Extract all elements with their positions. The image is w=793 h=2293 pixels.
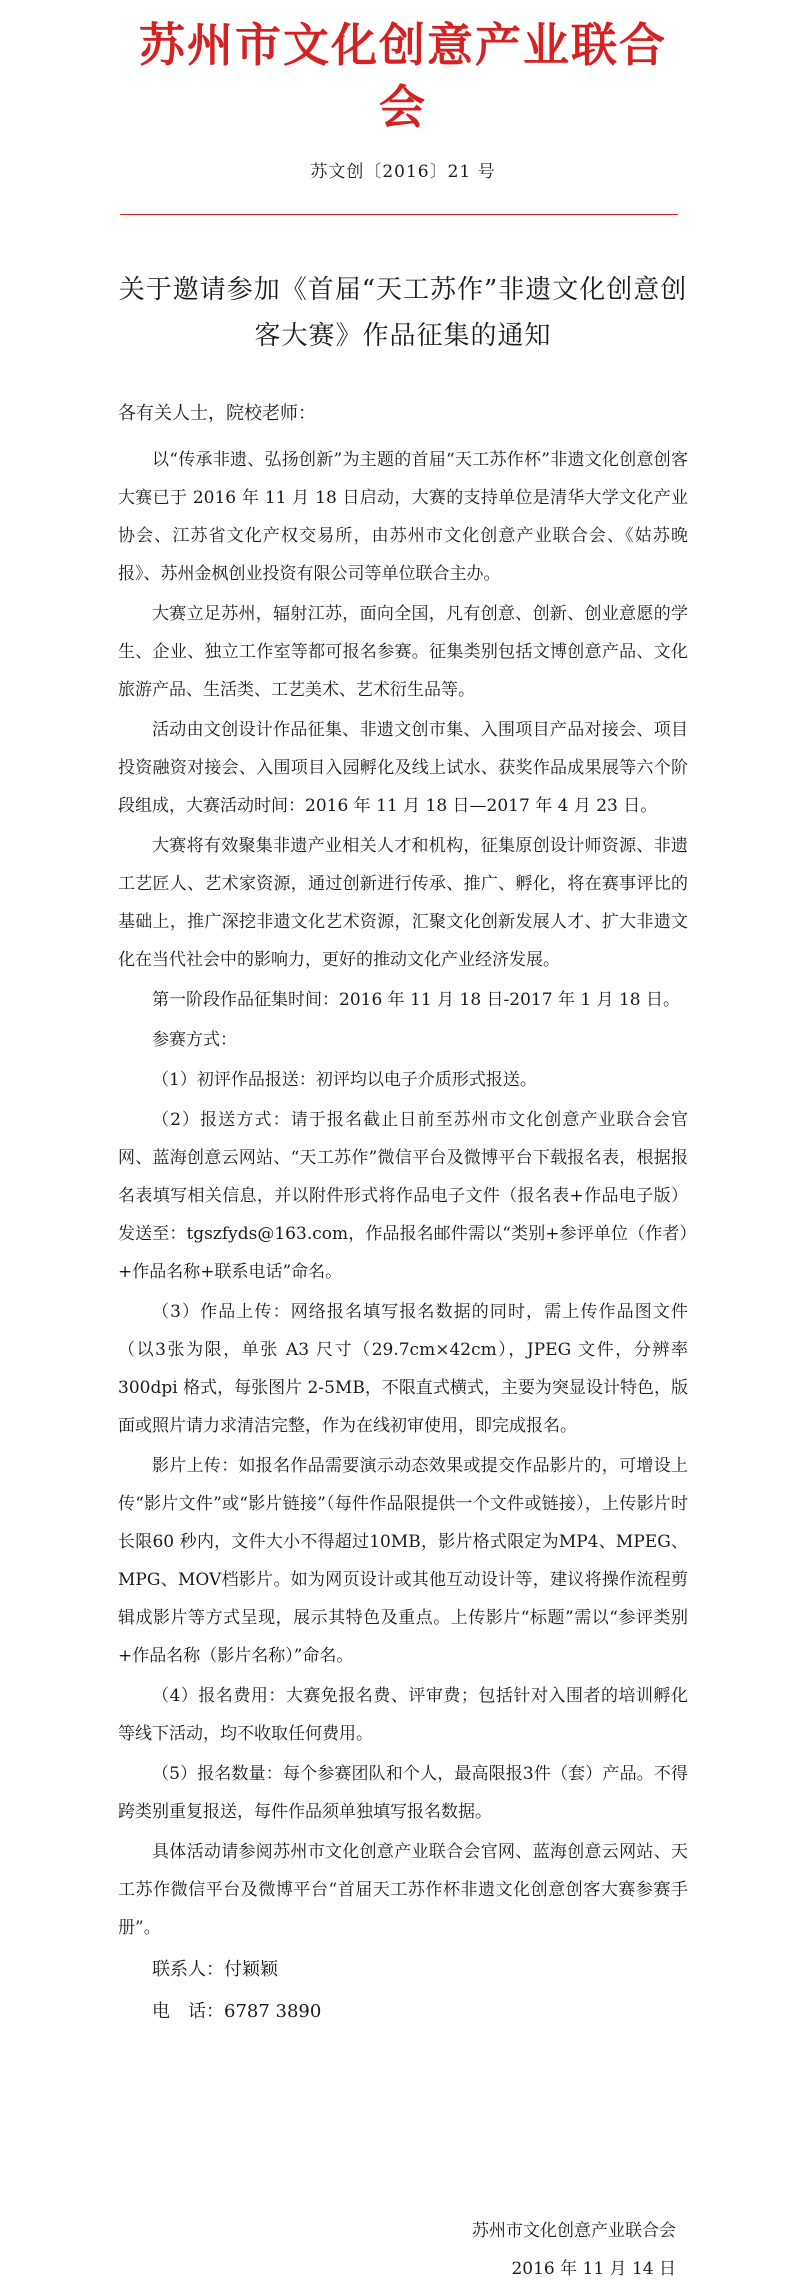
paragraph-step-2: （2）报送方式：请于报名截止日前至苏州市文化创意产业联合会官网、蓝海创意云网站、“天工苏作”微信平台及微博平台下载报名表，根据报名表填写相关信息，并以附件形式将作品电子文件（报名表+作品电子版）发送至：tgszfyds@163.com，作品报名邮件需以“类别+参评单位（作者）+作品名称+联系电话”命名。: [118, 1110, 688, 1282]
contact-person-name: 付颖颖: [224, 1959, 278, 1980]
paragraph-step-1: （1）初评作品报送：初评均以电子介质形式报送。: [152, 1070, 537, 1090]
org-title: 苏州市文化创意产业联合会: [139, 18, 667, 134]
contact-phone-line: [118, 1993, 688, 2031]
contact-person-line: [118, 1951, 688, 1989]
paragraph-step-5: （5）报名数量：每个参赛团队和个人，最高限报3件（套）产品。不得跨类别重复报送，每件作品须单独填写报名数据。: [118, 1764, 688, 1822]
paragraph-eligibility: 大赛立足苏州，辐射江苏，面向全国，凡有创意、创新、创业意愿的学生、企业、独立工作室等都可报名参赛。征集类别包括文博创意产品、文化旅游产品、生活类、工艺美术、艺术衍生品等。: [118, 604, 688, 700]
document-number: 苏文创〔2016〕21 号: [310, 162, 496, 182]
paragraph-step-3: （3）作品上传：网络报名填写报名数据的同时，需上传作品图文件（以3张为限，单张 A3 尺寸（29.7cm×42cm），JPEG 文件，分辨率 300dpi 格式，每张图片 2-5MB，不限直式横式，主要为突显设计特色，版面或照片请力求清洁完整，作为在线初审使用，即完成报名。: [118, 1302, 688, 1436]
contact-phone-number: 6787 3890: [224, 2001, 322, 2022]
contact-phone-label: 电 话：: [152, 2001, 224, 2022]
paragraph-more-info: 具体活动请参阅苏州市文化创意产业联合会官网、蓝海创意云网站、天工苏作微信平台及微博平台“首届天工苏作杯非遗文化创意创客大赛参赛手册”。: [118, 1842, 688, 1938]
contact-person-label: 联系人：: [152, 1959, 224, 1980]
paragraph-stages: 活动由文创设计作品征集、非遗文创市集、入围项目产品对接会、项目投资融资对接会、入围项目入园孵化及线上试水、获奖作品成果展等六个阶段组成，大赛活动时间：2016 年 11 月 18 日—2017 年 4 月 23 日。: [118, 720, 688, 816]
paragraph-step-4: （4）报名费用：大赛免报名费、评审费；包括针对入围者的培训孵化等线下活动，均不收取任何费用。: [118, 1686, 688, 1744]
paragraph-phase-one: 第一阶段作品征集时间：2016 年 11 月 18 日-2017 年 1 月 18 日。: [152, 990, 681, 1010]
signature-org: 苏州市文化创意产业联合会: [472, 2221, 676, 2241]
paragraph-purpose: 大赛将有效聚集非遗产业相关人才和机构，征集原创设计师资源、非遗工艺匠人、艺术家资源，通过创新进行传承、推广、孵化，将在赛事评比的基础上，推广深挖非遗文化艺术资源，汇聚文化创新发展人才、扩大非遗文化在当代社会中的影响力，更好的推动文化产业经济发展。: [118, 836, 688, 970]
paragraph-intro: 以“传承非遗、弘扬创新”为主题的首届“天工苏作杯”非遗文化创意创客大赛已于 2016 年 11 月 18 日启动，大赛的支持单位是清华大学文化产业协会、江苏省文化产权交易所，由苏州市文化创意产业联合会、《姑苏晚报》、苏州金枫创业投资有限公司等单位联合主办。: [118, 450, 688, 584]
signature-block: [472, 2212, 676, 2288]
salutation: 各有关人士，院校老师：: [118, 403, 316, 424]
paragraph-video-upload: 影片上传：如报名作品需要演示动态效果或提交作品影片的，可增设上传“影片文件”或“影片链接”（每件作品限提供一个文件或链接），上传影片时长限60 秒内，文件大小不得超过10MB，影片格式限定为MP4、MPEG、MPG、MOV档影片。如为网页设计或其他互动设计等，建议将操作流程剪辑成影片等方式呈现，展示其特色及重点。上传影片“标题”需以“参评类别+作品名称（影片名称）”命名。: [118, 1456, 688, 1666]
notice-title: 关于邀请参加《首届“天工苏作”非遗文化创意创客大赛》作品征集的通知: [118, 275, 688, 351]
signature-date: 2016 年 11 月 14 日: [511, 2259, 676, 2279]
paragraph-participation-heading: 参赛方式：: [152, 1030, 237, 1050]
red-divider: [120, 214, 678, 215]
